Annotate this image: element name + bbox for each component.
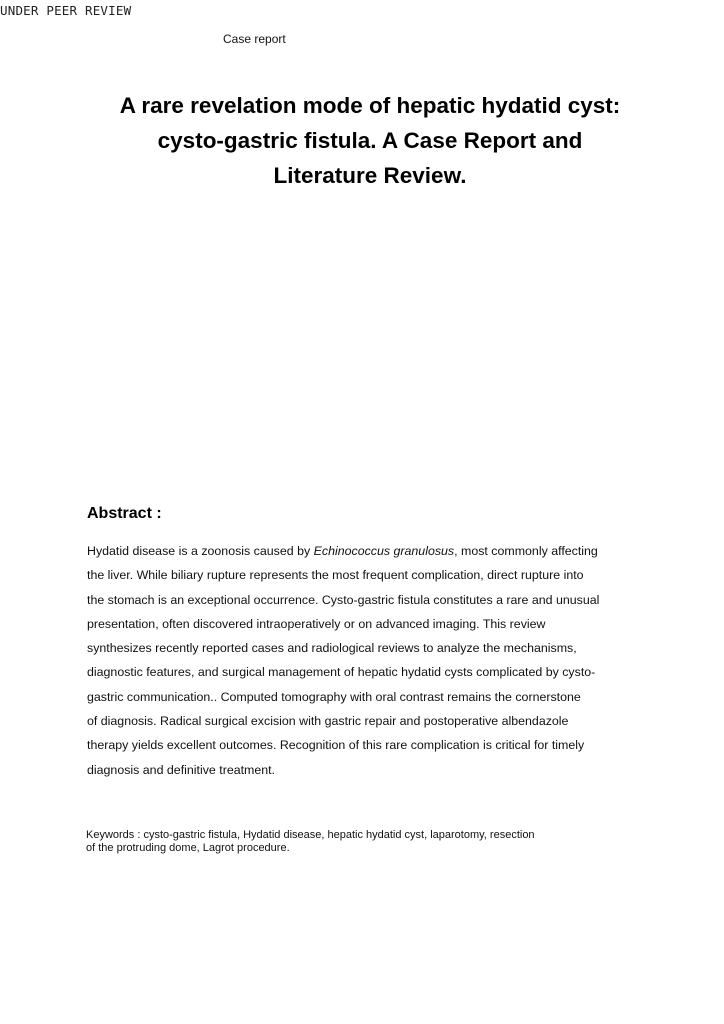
abstract-line xyxy=(87,539,647,563)
abstract-body xyxy=(87,539,647,782)
abstract-line: of diagnosis. Radical surgical excision with gastric repair and postoperative albendazole xyxy=(87,714,569,729)
species-name: Echinococcus granulosus xyxy=(313,544,455,558)
title-line: A rare revelation mode of hepatic hydatid cyst: xyxy=(119,93,621,118)
abstract-line: therapy yields excellent outcomes. Recognition of this rare complication is critical for timely xyxy=(87,738,585,753)
keywords-line: of the protruding dome, Lagrot procedure. xyxy=(86,841,290,854)
abstract-line: the liver. While biliary rupture represents the most frequent complication, direct rupture into xyxy=(87,568,584,583)
abstract-heading: Abstract : xyxy=(87,505,162,522)
abstract-line: presentation, often discovered intraoperatively or on advanced imaging. This review xyxy=(87,616,546,631)
abstract-line: diagnostic features, and surgical management of hepatic hydatid cysts complicated by cysto- xyxy=(87,665,596,680)
abstract-line: the stomach is an exceptional occurrence. Cysto-gastric fistula constitutes a rare and unusual xyxy=(87,592,600,607)
title-line: cysto-gastric fistula. A Case Report and xyxy=(157,128,583,153)
abstract-line: synthesizes recently reported cases and radiological reviews to analyze the mechanisms, xyxy=(87,641,577,656)
paper-title xyxy=(80,88,660,193)
keywords xyxy=(86,829,646,854)
keywords-line: Keywords : cysto-gastric fistula, Hydatid disease, hepatic hydatid cyst, laparotomy, resection xyxy=(86,829,535,841)
review-watermark: UNDER PEER REVIEW xyxy=(0,3,132,18)
article-type-label: Case report xyxy=(223,32,286,46)
abstract-line: diagnosis and definitive treatment. xyxy=(87,762,276,777)
abstract-text: , most commonly affecting xyxy=(454,544,598,558)
abstract-line: gastric communication.. Computed tomography with oral contrast remains the cornerstone xyxy=(87,689,581,704)
title-line: Literature Review. xyxy=(273,163,467,188)
abstract-text: Hydatid disease is a zoonosis caused by xyxy=(87,544,314,558)
